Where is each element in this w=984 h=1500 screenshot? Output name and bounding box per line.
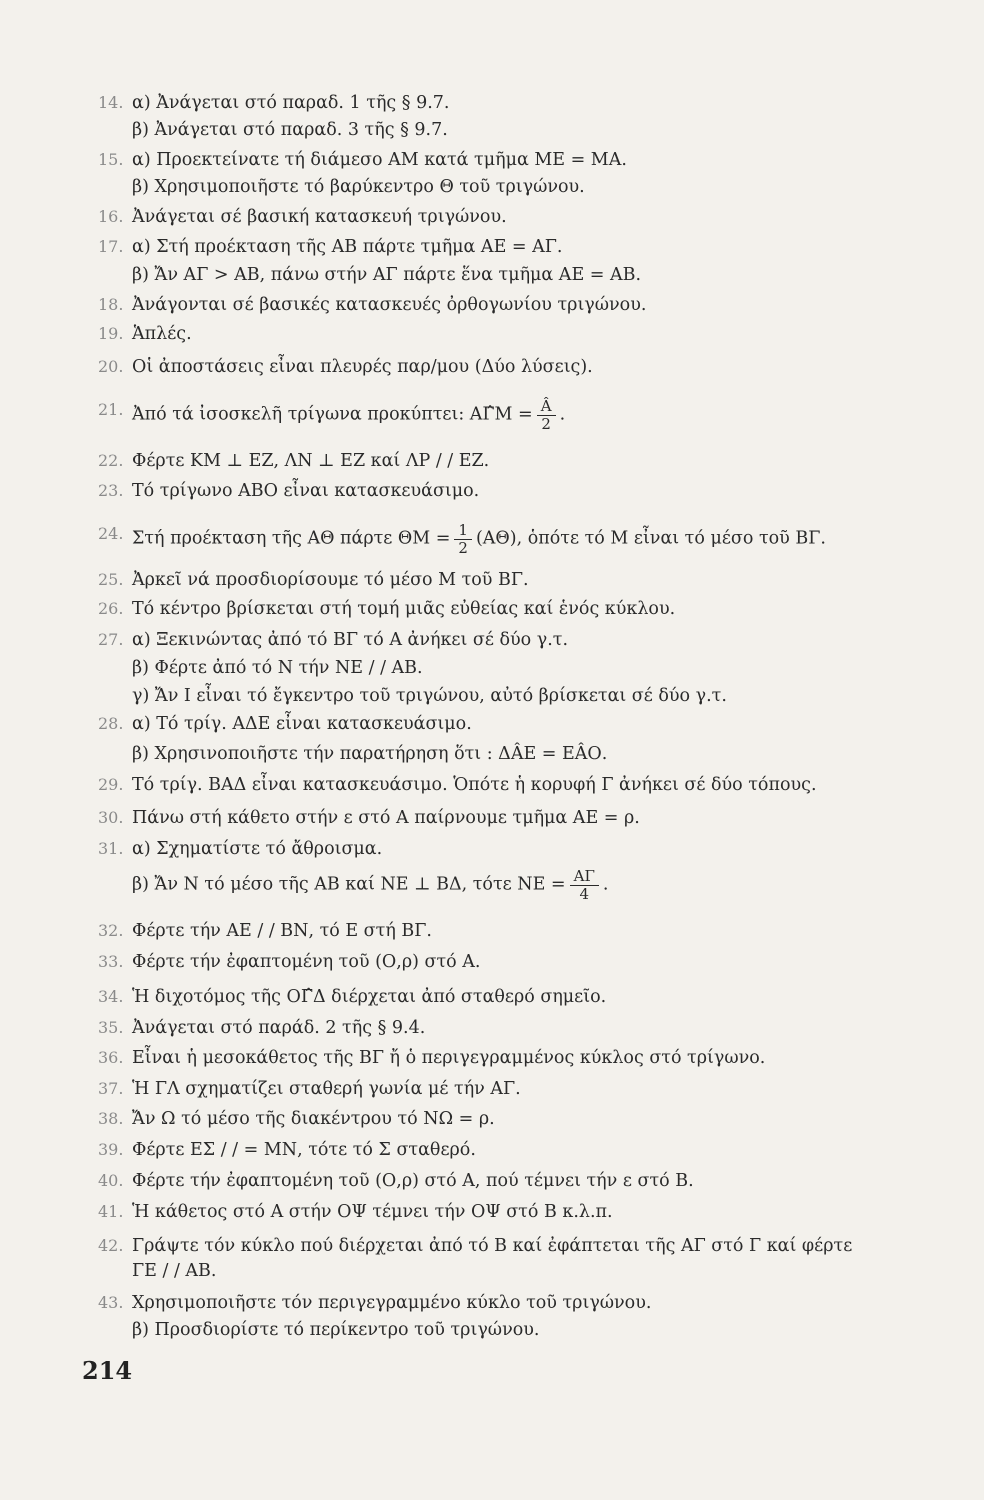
answer-line: 23. Τό τρίγωνο ΑΒΟ εἶναι κατασκευάσιμο. [98, 481, 480, 501]
answer-line: 28. α) Τό τρίγ. ΑΔΕ εἶναι κατασκευάσιμο. [98, 714, 472, 734]
answer-line: β) Χρησιμοποιῆστε τό βαρύκεντρο Θ τοῦ τριγώνου. [132, 177, 585, 197]
answer-line: 37. Ἡ ΓΛ σχηματίζει σταθερή γωνία μέ τήν ΑΓ. [98, 1079, 521, 1099]
answer-line: 31. α) Σχηματίστε τό ἄθροισμα. [98, 839, 383, 859]
answer-line: ΓΕ / / ΑΒ. [132, 1261, 217, 1281]
answer-line: 15. α) Προεκτείνατε τή διάμεσο ΑΜ κατά τμῆμα ΜΕ = ΜΑ. [98, 150, 627, 170]
answer-line: 43. Χρησιμοποιῆστε τόν περιγεγραμμένο κύκλο τοῦ τριγώνου. [98, 1293, 652, 1313]
answer-line: 24. Στή προέκταση τῆς ΑΘ πάρτε ΘΜ = $\frac{1}{2}$ (ΑΘ), ὁπότε τό Μ εἶναι τό μέσο τοῦ ΒΓ. [98, 521, 826, 557]
answer-line: β) Ἄν ΑΓ > ΑΒ, πάνω στήν ΑΓ πάρτε ἕνα τμῆμα ΑΕ = ΑΒ. [132, 265, 642, 285]
answer-line: 30. Πάνω στή κάθετο στήν ε στό Α παίρνουμε τμῆμα ΑΕ = ρ. [98, 808, 640, 828]
answer-line: β) Προσδιορίστε τό περίκεντρο τοῦ τριγώνου. [132, 1320, 540, 1340]
fraction: $\frac{A\Gamma}{4}$ [570, 868, 599, 902]
answer-line: β) Ἄν Ν τό μέσο τῆς ΑΒ καί ΝΕ ⊥ ΒΔ, τότε ΝΕ = $\frac{A\Gamma}{4}$ . [132, 867, 609, 903]
answer-line: 42. Γράψτε τόν κύκλο πού διέρχεται ἀπό τό Β καί ἐφάπτεται τῆς ΑΓ στό Γ καί φέρτε [98, 1236, 853, 1256]
answer-line: 19. Ἁπλές. [98, 324, 192, 344]
answer-line: 29. Τό τρίγ. ΒΑΔ εἶναι κατασκευάσιμο. Ὁπότε ἡ κορυφή Γ ἀνήκει σέ δύο τόπους. [98, 775, 817, 795]
answer-line: 34. Ἡ διχοτόμος τῆς ΟΓ̂Δ διέρχεται ἀπό σταθερό σημεῖο. [98, 987, 607, 1007]
answer-line: β) Χρησινοποιῆστε τήν παρατήρηση ὅτι : ΔÂΕ = ΕÂΟ. [132, 744, 608, 764]
answer-line: 41. Ἡ κάθετος στό Α στήν ΟΨ τέμνει τήν ΟΨ στό Β κ.λ.π. [98, 1202, 613, 1222]
answer-line: 20. Οἱ ἀποστάσεις εἶναι πλευρές παρ/μου (Δύο λύσεις). [98, 357, 593, 377]
answer-line: 38. Ἄν Ω τό μέσο τῆς διακέντρου τό ΝΩ = ρ. [98, 1109, 495, 1129]
answer-line: 36. Εἶναι ἡ μεσοκάθετος τῆς ΒΓ ἤ ὁ περιγεγραμμένος κύκλος στό τρίγωνο. [98, 1048, 766, 1068]
answer-line: 26. Τό κέντρο βρίσκεται στή τομή μιᾶς εὐθείας καί ἑνός κύκλου. [98, 599, 676, 619]
answer-line: 40. Φέρτε τήν ἐφαπτομένη τοῦ (Ο,ρ) στό Α, πού τέμνει τήν ε στό Β. [98, 1171, 694, 1191]
answer-line: γ) Ἄν Ι εἶναι τό ἔγκεντρο τοῦ τριγώνου, αὐτό βρίσκεται σέ δύο γ.τ. [132, 686, 727, 706]
answer-line: 32. Φέρτε τήν ΑΕ / / ΒΝ, τό Ε στή ΒΓ. [98, 921, 432, 941]
answer-line: 21. Ἀπό τά ἰσοσκελῆ τρίγωνα προκύπτει: ΑΓ̂Μ = $\frac{Â}{2}$ . [98, 397, 566, 433]
answer-line: 27. α) Ξεκινώντας ἀπό τό ΒΓ τό Α ἀνήκει σέ δύο γ.τ. [98, 630, 569, 650]
answer-line: 18. Ἀνάγονται σέ βασικές κατασκευές ὀρθογωνίου τριγώνου. [98, 295, 647, 315]
answer-line: 22. Φέρτε ΚΜ ⊥ ΕΖ, ΛΝ ⊥ ΕΖ καί ΛΡ / / ΕΖ. [98, 451, 490, 471]
answer-line: 14. α) Ἀνάγεται στό παραδ. 1 τῆς § 9.7. [98, 93, 450, 113]
answer-line: 16. Ἀνάγεται σέ βασική κατασκευή τριγώνου. [98, 207, 507, 227]
answer-line: β) Φέρτε ἀπό τό Ν τήν ΝΕ / / ΑΒ. [132, 658, 423, 678]
answer-line: 17. α) Στή προέκταση τῆς ΑΒ πάρτε τμῆμα ΑΕ = ΑΓ. [98, 237, 563, 257]
answer-line: 39. Φέρτε ΕΣ / / = ΜΝ, τότε τό Σ σταθερό. [98, 1140, 476, 1160]
answer-line: 33. Φέρτε τήν ἐφαπτομένη τοῦ (Ο,ρ) στό Α. [98, 952, 481, 972]
fraction: $\frac{Â}{2}$ [537, 398, 556, 432]
answer-line: 35. Ἀνάγεται στό παράδ. 2 τῆς § 9.4. [98, 1018, 426, 1038]
answer-line: β) Ἀνάγεται στό παραδ. 3 τῆς § 9.7. [132, 120, 448, 140]
page-number: 214 [82, 1356, 133, 1385]
fraction: $\frac{1}{2}$ [454, 522, 472, 556]
answer-line: 25. Ἀρκεῖ νά προσδιορίσουμε τό μέσο Μ τοῦ ΒΓ. [98, 570, 529, 590]
